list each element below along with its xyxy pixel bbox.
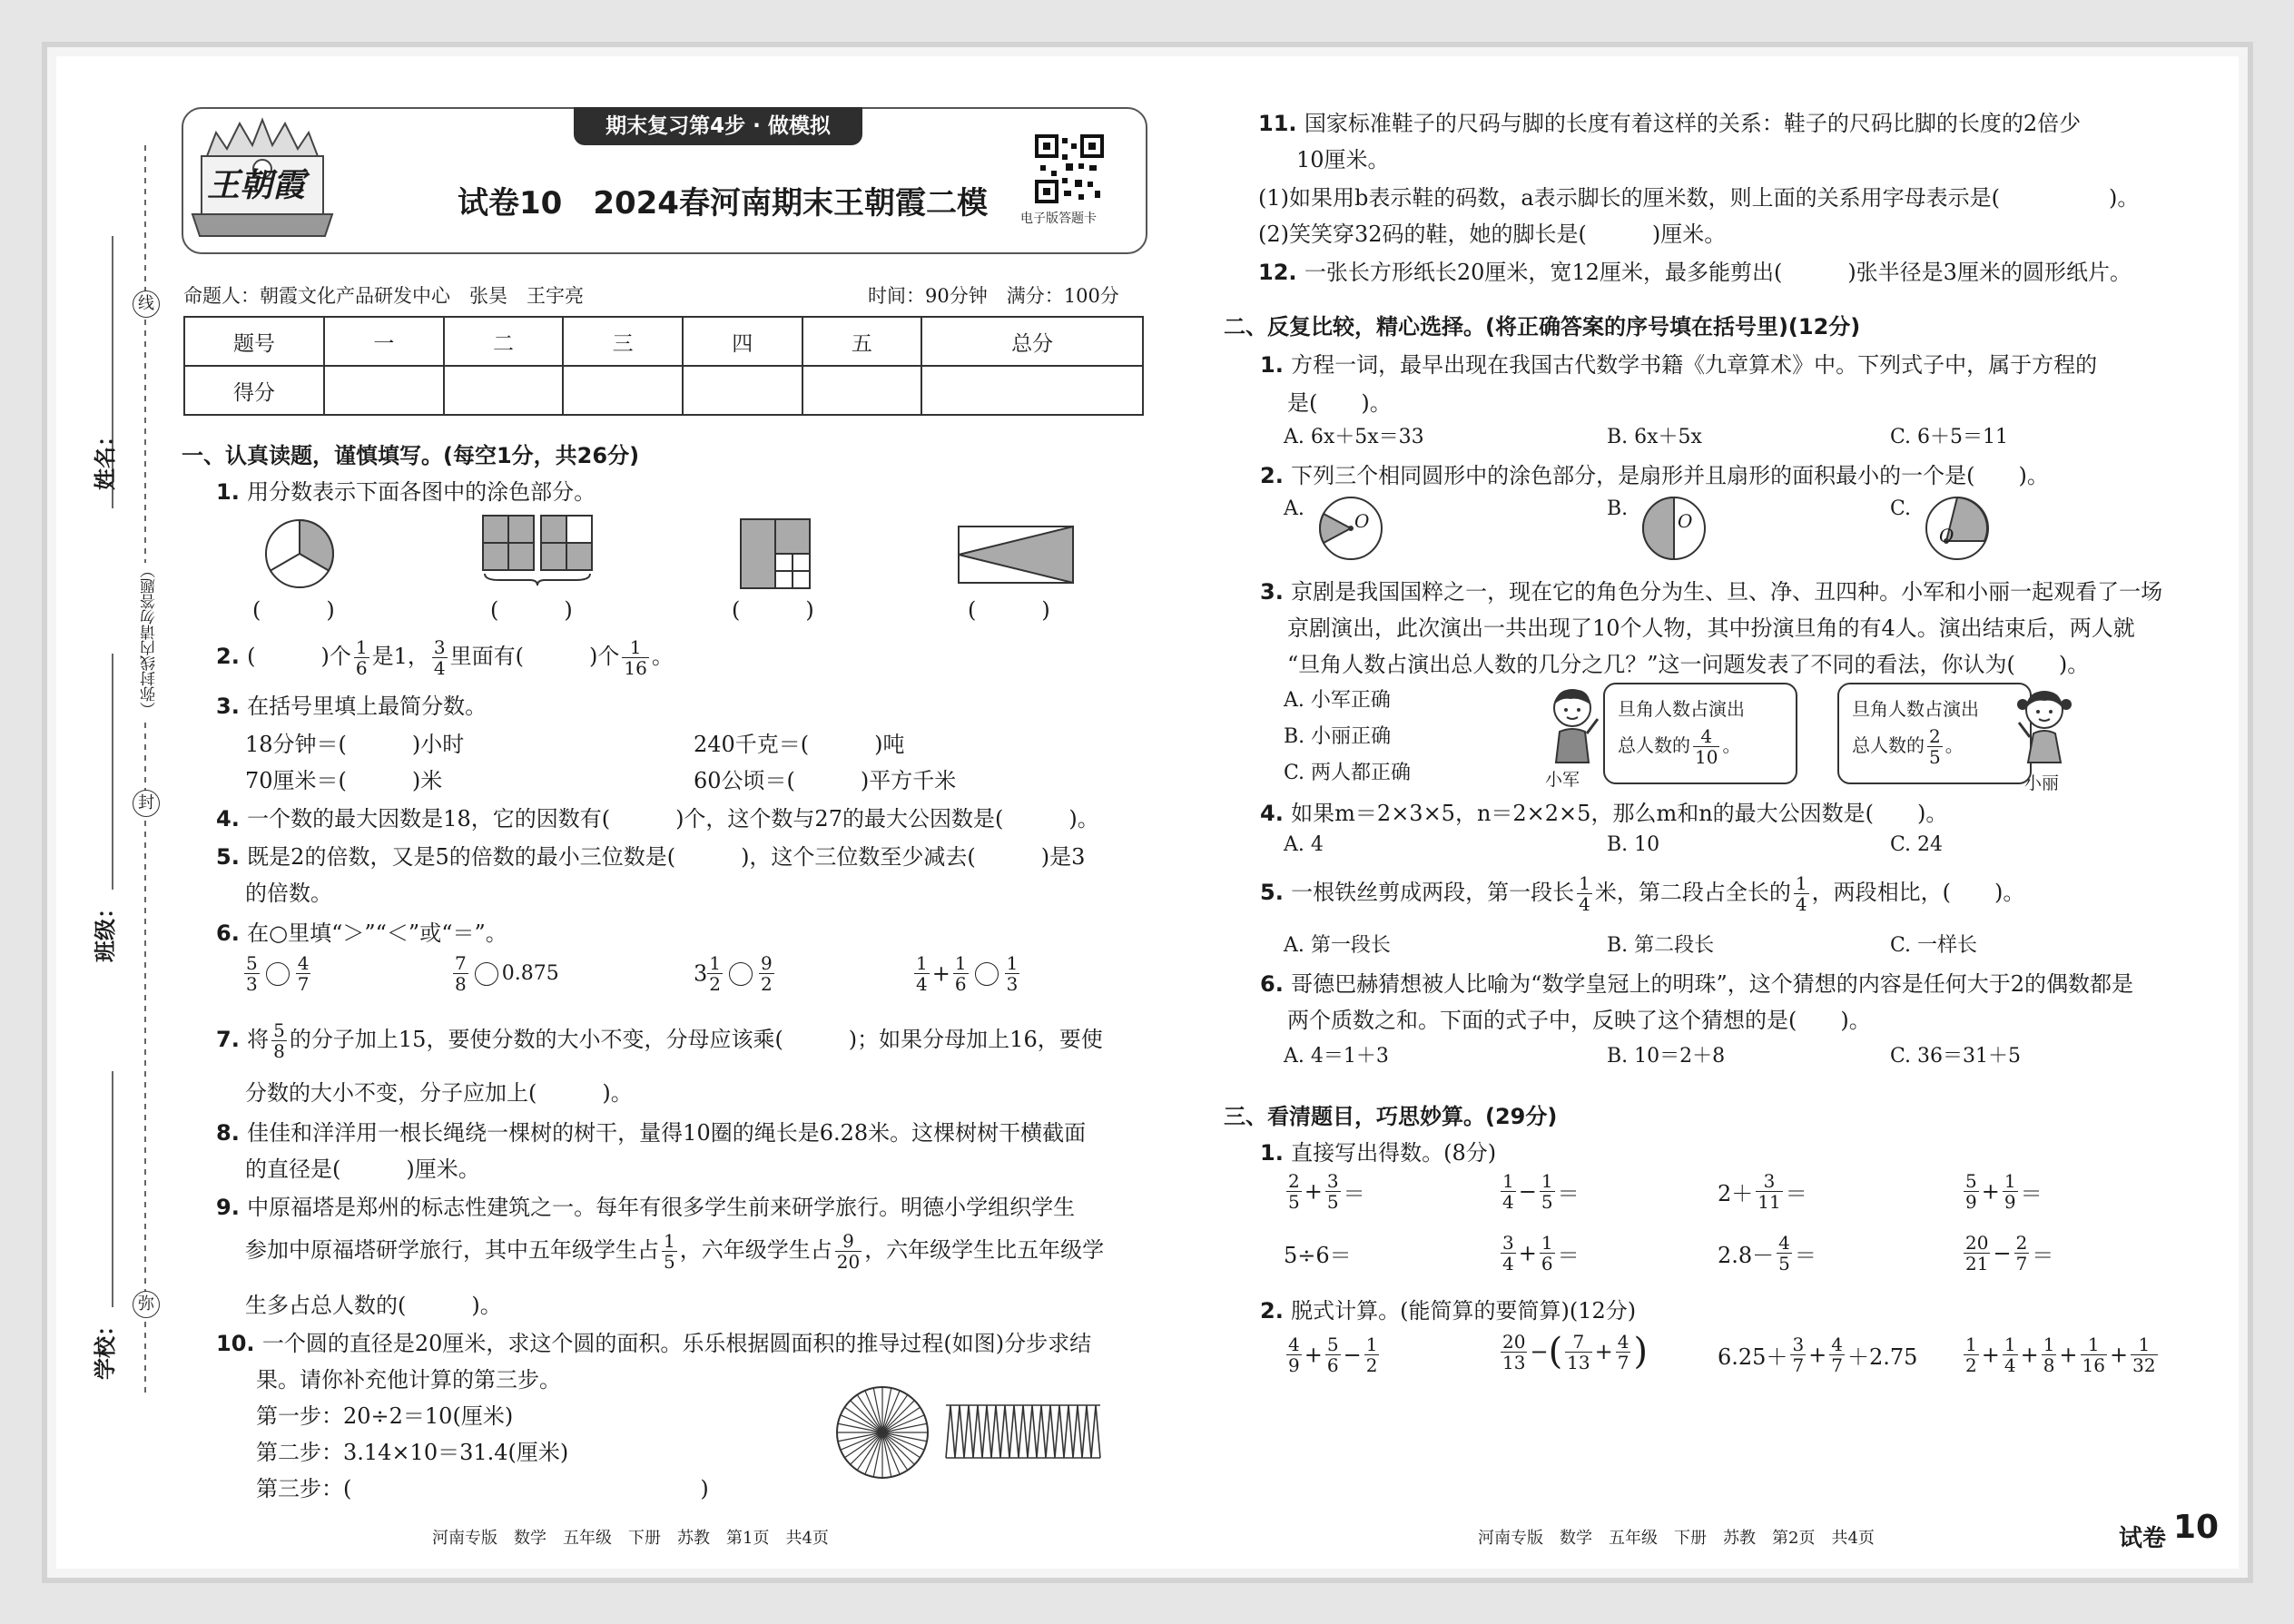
question-9: 9. 中原福塔是郑州的标志性建筑之一。每年有很多学生前来研学旅行。明德小学组织学生 xyxy=(216,1195,1076,1220)
question-10: 10. 一个圆的直径是20厘米，求这个圆的面积。乐乐根据圆面积的推导过程(如图)分步求结 xyxy=(216,1331,1092,1356)
calc1-item-8[interactable]: $\frac{20}{21}$ − $\frac{2}{7}$ ＝ xyxy=(1965,1232,2054,1275)
triangle-rect-figure xyxy=(957,525,1075,585)
q10-text-b: 果。请你补充他计算的第三步。 xyxy=(256,1367,561,1393)
question-1: 1. 用分数表示下面各图中的涂色部分。 xyxy=(216,479,596,505)
mc6-text-b: 两个质数之和。下面的式子中，反映了这个猜想的是( )。 xyxy=(1287,1008,1871,1033)
q1-answer-1[interactable]: ( ) xyxy=(252,597,335,623)
q6-compare-3: 3 $\frac{1}{2}$ $\frac{9}{2}$ xyxy=(694,952,773,995)
girl-name: 小丽 xyxy=(2024,773,2060,793)
name-label: 姓名： xyxy=(93,425,118,490)
q2-part-b: 是1， xyxy=(371,644,429,669)
brace-icon xyxy=(481,572,594,586)
calc-question-1: 1. 直接写出得数。(8分) xyxy=(1260,1140,1497,1166)
square-split-figure xyxy=(739,517,815,590)
calc1-item-1[interactable]: $\frac{2}{5}$ + $\frac{3}{5}$ ＝ xyxy=(1288,1170,1365,1213)
score-input[interactable] xyxy=(563,366,683,415)
q3-item-4: 60公顷＝( )平方千米 xyxy=(694,768,957,793)
girl-speech-bubble: 旦角人数占演出 总人数的 $\frac{2}{5}$ 。 xyxy=(1837,683,2032,784)
fraction-1-6: $\frac{1}{6}$ xyxy=(355,636,368,679)
q5-text-a: 既是2的倍数，又是5的倍数的最小三位数是( )，这个三位数至少减去( )是3 xyxy=(247,844,1086,870)
q6-compare-1: $\frac{5}{3}$ $\frac{4}{7}$ xyxy=(246,952,310,995)
fraction-3-4: $\frac{3}{4}$ xyxy=(433,636,446,679)
binding-lines xyxy=(91,145,172,1398)
question-6: 6. 在○里填“＞”“＜”或“＝”。 xyxy=(216,920,507,946)
class-label: 班级： xyxy=(93,897,118,962)
question-4: 4. 一个数的最大因数是18，它的因数有( )个，这个数与27的最大公因数是( )。 xyxy=(216,806,1099,832)
section-1-title: 一、认真读题，谨慎填写。(每空1分，共26分) xyxy=(182,443,640,468)
score-input[interactable] xyxy=(324,366,444,415)
q1-answer-3[interactable]: ( ) xyxy=(732,597,814,623)
zigzag-rect-figure xyxy=(944,1403,1102,1460)
calc1-item-2[interactable]: $\frac{1}{4}$ − $\frac{1}{5}$ ＝ xyxy=(1502,1170,1580,1213)
mc1-option-b[interactable]: B. 6x＋5x xyxy=(1607,426,1702,448)
q11-part-2: (2)笑笑穿32码的鞋，她的脚长是( )厘米。 xyxy=(1258,221,1727,247)
binding-strip xyxy=(91,145,172,1398)
section-3-title: 三、看清题目，巧思妙算。(29分) xyxy=(1224,1104,1558,1129)
mc3-option-b[interactable]: B. 小丽正确 xyxy=(1284,725,1392,748)
circle-sectors-figure xyxy=(833,1383,931,1481)
score-input[interactable] xyxy=(683,366,802,415)
score-input[interactable] xyxy=(444,366,564,415)
circle-option-a-figure xyxy=(1316,494,1385,563)
mc5-option-a[interactable]: A. 第一段长 xyxy=(1284,934,1391,957)
q10-step-3[interactable]: 第三步：( ) xyxy=(256,1476,709,1501)
qr-caption: 电子版答题卡 xyxy=(1020,212,1097,226)
question-5: 5. 既是2的倍数，又是5的倍数的最小三位数是( )，这个三位数至少减去( )是3 xyxy=(216,844,1086,870)
q3-item-3: 70厘米＝( )米 xyxy=(245,768,443,793)
circle-b-center-label: O xyxy=(1678,510,1693,532)
two-squares-figure xyxy=(481,514,594,574)
qr-code-icon[interactable] xyxy=(1035,134,1104,203)
question-2: 2. ( )个 $\frac{1}{6}$ 是1， $\frac{3}{4}$ 里面有( )个 $\frac{1}{16}$ 。 xyxy=(216,636,674,679)
paper-title: 试卷10 2024春河南期末王朝霞二模 xyxy=(458,185,988,221)
mc2-option-c-label[interactable]: C. xyxy=(1890,497,1912,520)
q2-part-c: 里面有( )个 xyxy=(449,644,620,669)
score-header-row xyxy=(184,317,1143,366)
compare-circle[interactable] xyxy=(266,962,290,986)
q1-answer-2[interactable]: ( ) xyxy=(490,597,573,623)
mc-question-1: 1. 方程一词，最早出现在我国古代数学书籍《九章算术》中。下列式子中，属于方程的 xyxy=(1260,352,2098,378)
q6-compare-2: $\frac{7}{8}$ 0.875 xyxy=(455,952,559,995)
calc-question-2: 2. 脱式计算。(能简算的要简算)(12分) xyxy=(1260,1298,1637,1324)
q6-compare-4: $\frac{1}{4}$ + $\frac{1}{6}$ $\frac{1}{3}$ xyxy=(916,952,1019,995)
mc-question-5: 5. 一根铁丝剪成两段，第一段长 $\frac{1}{4}$ 米，第二段占全长的 $\frac{1}{4}$ ，两段相比，( )。 xyxy=(1260,872,2025,915)
mc5-option-c[interactable]: C. 一样长 xyxy=(1890,934,1978,957)
mc-question-3: 3. 京剧是我国国粹之一，现在它的角色分为生、旦、净、丑四种。小军和小丽一起观看了一场 xyxy=(1260,579,2163,605)
mc6-option-a[interactable]: A. 4＝1＋3 xyxy=(1284,1045,1389,1068)
seal-mark: 封 xyxy=(133,790,160,817)
mc3-text-c: “旦角人数占演出总人数的几分之几？”这一问题发表了不同的看法，你认为( )。 xyxy=(1287,652,2090,677)
calc1-item-5[interactable]: 5÷6＝ xyxy=(1284,1243,1352,1268)
girl-cartoon-icon xyxy=(2015,686,2073,764)
q9-text-c: 生多占总人数的( )。 xyxy=(245,1293,502,1318)
secret-mark: 弥 xyxy=(133,1291,160,1318)
mc1-text-b: 是( )。 xyxy=(1287,390,1392,416)
score-cell-5: 五 xyxy=(802,317,922,366)
mc3-option-c[interactable]: C. 两人都正确 xyxy=(1284,762,1412,784)
boy-name: 小军 xyxy=(1545,770,1580,790)
q10-step-2: 第二步：3.14×10＝31.4(厘米) xyxy=(256,1440,569,1465)
mc4-option-a[interactable]: A. 4 xyxy=(1284,833,1324,856)
score-cell-label: 题号 xyxy=(184,317,324,366)
authors: 命题人：朝霞文化产品研发中心 张昊 王宇亮 xyxy=(183,285,584,307)
question-11: 11. 国家标准鞋子的尺码与脚的长度有着这样的关系：鞋子的尺码比脚的长度的2倍少 xyxy=(1258,111,2082,136)
score-cell-1: 一 xyxy=(324,317,444,366)
score-cell-3: 三 xyxy=(563,317,683,366)
score-cell-2: 二 xyxy=(444,317,564,366)
mc3-text-b: 京剧演出，此次演出一共出现了10个人物，其中扮演旦角的有4人。演出结束后，两人就 xyxy=(1287,615,2135,641)
compare-circle[interactable] xyxy=(729,962,753,986)
mc-question-6: 6. 哥德巴赫猜想被人比喻为“数学皇冠上的明珠”，这个猜想的内容是任何大于2的偶数都是 xyxy=(1260,971,2133,997)
footer-right: 河南专版 数学 五年级 下册 苏教 第2页 共4页 xyxy=(1478,1529,1875,1548)
fraction-1-16: $\frac{1}{16}$ xyxy=(624,636,647,679)
mc-question-2: 2. 下列三个相同圆形中的涂色部分，是扇形并且扇形的面积最小的一个是( )。 xyxy=(1260,463,2049,488)
question-7: 7. 将 $\frac{5}{8}$ 的分子加上15，要使分数的大小不变，分母应该乘( )；如果分母加上16，要使 xyxy=(216,1019,1103,1062)
boy-speech-bubble: 旦角人数占演出 总人数的 $\frac{4}{10}$ 。 xyxy=(1603,683,1797,784)
score-cell-total: 总分 xyxy=(921,317,1143,366)
mc4-option-c[interactable]: C. 24 xyxy=(1890,833,1944,856)
q9-text-b: 参加中原福塔研学旅行，其中五年级学生占 $\frac{1}{5}$ ，六年级学生占 $\frac{9}{20}$ ，六年级学生比五年级学 xyxy=(245,1230,1105,1273)
logo-text: 王朝霞 xyxy=(207,166,306,204)
circle-option-c-figure xyxy=(1923,494,1992,563)
page-label: 试卷 xyxy=(2119,1525,2167,1552)
q7-text-b: 分数的大小不变，分子应加上( )。 xyxy=(245,1080,633,1106)
boy-cartoon-icon xyxy=(1543,686,1601,764)
mc2-option-b-label[interactable]: B. xyxy=(1607,497,1629,520)
time-score: 时间：90分钟 满分：100分 xyxy=(868,285,1119,307)
calc1-item-3[interactable]: 2＋ $\frac{3}{11}$ ＝ xyxy=(1718,1170,1807,1213)
calc2-item-4[interactable]: $\frac{1}{2}$ + $\frac{1}{4}$ + $\frac{1}{8}$ + $\frac{1}{16}$ + $\frac{1}{32}$ xyxy=(1965,1334,2156,1376)
question-3: 3. 在括号里填上最简分数。 xyxy=(216,694,487,719)
pie-figure xyxy=(263,517,336,590)
section-2-title: 二、反复比较，精心选择。(将正确答案的序号填在括号里)(12分) xyxy=(1224,314,1861,340)
question-8: 8. 佳佳和洋洋用一根长绳绕一棵树的树干，量得10圈的绳长是6.28米。这棵树树干横截面 xyxy=(216,1120,1087,1146)
circle-c-center-label: O xyxy=(1939,525,1954,546)
score-input[interactable] xyxy=(921,366,1143,415)
calc1-item-7[interactable]: 2.8－ $\frac{4}{5}$ ＝ xyxy=(1718,1232,1816,1275)
q6-text: 在○里填“＞”“＜”或“＝”。 xyxy=(247,920,507,946)
q1-text: 用分数表示下面各图中的涂色部分。 xyxy=(247,479,596,505)
line-mark: 线 xyxy=(133,290,160,318)
mc5-option-b[interactable]: B. 第二段长 xyxy=(1607,934,1715,957)
school-label: 学校： xyxy=(93,1314,118,1380)
circle-a-center-label: O xyxy=(1354,510,1370,532)
header-banner: 期末复习第4步 · 做模拟 xyxy=(574,107,862,145)
calc2-item-3[interactable]: 6.25＋ $\frac{3}{7}$ + $\frac{4}{7}$ ＋2.75 xyxy=(1718,1334,1918,1376)
q11-text-b: 10厘米。 xyxy=(1296,147,1390,172)
mc-question-4: 4. 如果m＝2×3×5，n＝2×2×5，那么m和n的最大公因数是( )。 xyxy=(1260,801,1948,826)
mc2-option-a-label[interactable]: A. xyxy=(1284,497,1305,520)
q3-item-2: 240千克＝( )吨 xyxy=(694,732,905,757)
page-number: 10 xyxy=(2173,1509,2220,1546)
calc1-item-4[interactable]: $\frac{5}{9}$ + $\frac{1}{9}$ ＝ xyxy=(1965,1170,2043,1213)
q3-item-1: 18分钟＝( )小时 xyxy=(245,732,465,757)
circle-option-b-figure xyxy=(1639,494,1708,563)
score-row-label: 得分 xyxy=(184,366,324,415)
mc1-option-a[interactable]: A. 6x＋5x＝33 xyxy=(1284,426,1424,448)
mc4-option-b[interactable]: B. 10 xyxy=(1607,833,1660,856)
q1-answer-4[interactable]: ( ) xyxy=(968,597,1050,623)
q5-text-b: 的倍数。 xyxy=(245,881,332,906)
score-cell-4: 四 xyxy=(683,317,802,366)
q2-part-a: ( )个 xyxy=(247,644,351,669)
mc6-option-b[interactable]: B. 10＝2＋8 xyxy=(1607,1045,1726,1068)
calc2-item-1[interactable]: $\frac{4}{9}$ + $\frac{5}{6}$ − $\frac{1}{2}$ xyxy=(1288,1334,1378,1376)
score-table xyxy=(183,316,1144,416)
mc1-option-c[interactable]: C. 6＋5＝11 xyxy=(1890,426,2009,448)
q10-step-1: 第一步：20÷2＝10(厘米) xyxy=(256,1403,514,1429)
score-value-row xyxy=(184,366,1143,415)
mc6-option-c[interactable]: C. 36＝31＋5 xyxy=(1890,1045,2022,1068)
mc3-option-a[interactable]: A. 小军正确 xyxy=(1284,689,1391,712)
calc1-item-6[interactable]: $\frac{3}{4}$ + $\frac{1}{6}$ ＝ xyxy=(1502,1232,1580,1275)
calc2-item-2[interactable]: $\frac{20}{13}$ −( $\frac{7}{13}$ + $\frac{4}{7}$ ) xyxy=(1502,1330,1649,1373)
footer-left: 河南专版 数学 五年级 下册 苏教 第1页 共4页 xyxy=(432,1529,829,1548)
question-12: 12. 一张长方形纸长20厘米，宽12厘米，最多能剪出( )张半径是3厘米的圆形纸片。 xyxy=(1258,260,2132,285)
q4-text: 一个数的最大因数是18，它的因数有( )个，这个数与27的最大公因数是( )。 xyxy=(247,806,1099,832)
compare-circle[interactable] xyxy=(975,962,999,986)
q11-part-1: (1)如果用b表示鞋的码数，a表示脚长的厘米数，则上面的关系用字母表示是( )。 xyxy=(1258,185,2140,211)
q3-text: 在括号里填上最简分数。 xyxy=(247,694,487,719)
score-input[interactable] xyxy=(802,366,922,415)
q8-text-b: 的直径是( )厘米。 xyxy=(245,1156,480,1182)
compare-circle[interactable] xyxy=(475,962,498,986)
seal-note: （弥封线内请勿答题） xyxy=(138,563,161,717)
